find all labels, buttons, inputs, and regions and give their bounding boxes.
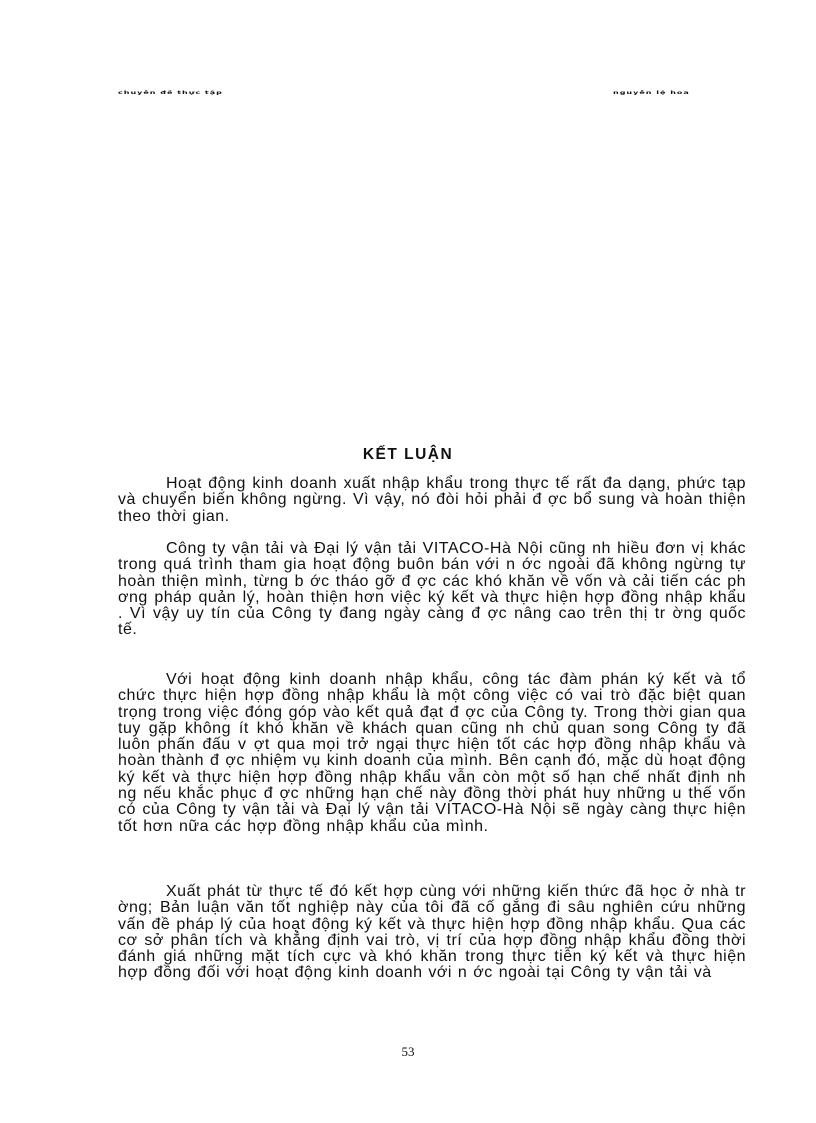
paragraph: Với hoạt động kinh doanh nhập khẩu, công tác đàm phán ký kết và tổ chức thực hiện hợp đồng nhập khẩu là một công việc có vai trò đặc biệt quan trọng trong việc đóng góp vào kết quả đạt đ ợc của Công ty. Trong thời gian qua tuy gặp không ít khó khăn về khách quan cũng nh chủ quan song Công ty đã luôn phấn đấu v ợt qua mọi trở ngại thực hiện tốt các hợp đồng nhập khẩu và hoàn thành đ ợc nhiệm vụ kinh doanh của mình. Bên cạnh đó, mặc dù hoạt động ký kết và thực hiện hợp đồng nhập khẩu vẫn còn một số hạn chế nhất định nh ng nếu khắc phục đ ợc những hạn chế này đồng thời phát huy những u thế vốn có của Công ty vận tải và Đại lý vận tải VITACO-Hà Nội sẽ ngày càng thực hiện tốt hơn nữa các hợp đồng nhập khẩu của mình. — [118, 671, 746, 835]
paragraph: Công ty vận tải và Đại lý vận tải VITACO-Hà Nội cũng nh hiều đơn vị khác trong quá trình tham gia hoạt động buôn bán với n ớc ngoài đã không ngừng tự hoàn thiện mình, từng b ớc tháo gỡ đ ợc các khó khăn về vốn và cải tiến các ph ơng pháp quản lý, hoàn thiện hơn việc ký kết và thực hiện hợp đồng nhập khẩu . Vì vậy uy tín của Công ty đang ngày càng đ ợc nâng cao trên thị tr ờng quốc tế. — [118, 540, 746, 639]
running-header-left: chuyên đề thực tập — [118, 90, 223, 95]
paragraph: Hoạt động kinh doanh xuất nhập khẩu trong thực tế rất đa dạng, phức tạp và chuyển biến không ngừng. Vì vậy, nó đòi hỏi phải đ ợc bổ sung và hoàn thiện theo thời gian. — [118, 475, 746, 525]
section-title: KẾT LUẬN — [362, 446, 454, 463]
running-header-right: nguyễn lệ hoa — [613, 90, 690, 95]
page-number: 53 — [401, 1044, 415, 1059]
paragraph: Xuất phát từ thực tế đó kết hợp cùng với những kiến thức đã học ở nhà tr ờng; Bản luận văn tốt nghiệp này của tôi đã cố gắng đi sâu nghiên cứu những vấn đề pháp lý của hoạt động ký kết và thực hiện hợp đồng nhập khẩu. Qua các cơ sở phân tích và khẳng định vai trò, vị trí của hợp đồng nhập khẩu đồng thời đánh giá những mặt tích cực và khó khăn trong thực tiễn ký kết và thực hiện hợp đồng đối với hoạt động kinh doanh với n ớc ngoài tại Công ty vận tải và — [118, 883, 746, 982]
